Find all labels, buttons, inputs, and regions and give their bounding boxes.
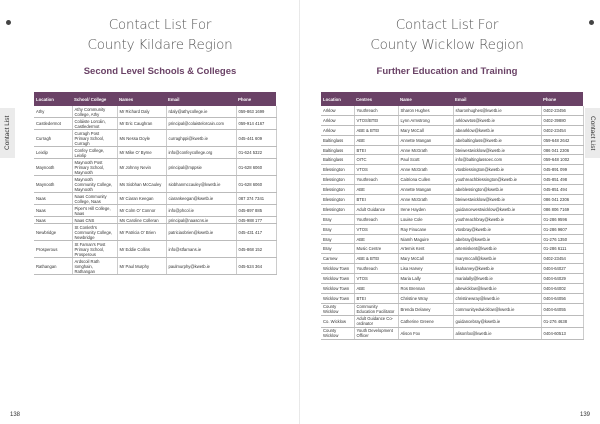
- cell-centre: BTEI: [354, 195, 398, 205]
- cell-phone: 01-286 9607: [541, 224, 583, 234]
- table-row: [34, 193, 276, 205]
- cell-email: sharonhughes@kwetb.ie: [453, 106, 541, 115]
- bullet-dot-icon: [6, 20, 11, 25]
- cell-name: Ray Finucane: [398, 224, 453, 234]
- cell-email: guidancewestwicklow@kwetb.ie: [453, 204, 541, 214]
- cell-phone: 01-628 6060: [236, 159, 276, 176]
- cell-location: Baltinglass: [321, 135, 354, 145]
- table-row: [321, 224, 583, 234]
- cell-phone: 01-628 6060: [236, 176, 276, 193]
- cell-location: Co. Wicklow: [321, 315, 354, 327]
- cell-centre: Music Centre: [354, 244, 398, 254]
- title-line-2: County Wicklow Region: [370, 37, 524, 53]
- cell-location: Carnew: [321, 254, 354, 264]
- cell-email: principal@naascns.ie: [166, 217, 236, 224]
- cell-name: Ros Brennan: [398, 284, 453, 294]
- page-title: [25, 15, 295, 55]
- column-header: Name: [398, 92, 453, 106]
- cell-email: principal@colaistelorcain.com: [166, 118, 236, 130]
- column-header: Email: [166, 92, 236, 106]
- cell-email: lisaharvey@kwetb.ie: [453, 264, 541, 274]
- cell-email: abebray@kwetb.ie: [453, 234, 541, 244]
- cell-location: Bray: [321, 234, 354, 244]
- cell-location: Maynooth: [34, 159, 72, 176]
- column-header: Names: [117, 92, 166, 106]
- cell-name: Mr Colm O' Connor: [117, 205, 166, 217]
- cell-location: Bray: [321, 214, 354, 224]
- cell-phone: 059-914 4167: [236, 118, 276, 130]
- cell-phone: 0404-64055: [541, 303, 583, 315]
- column-header: Location: [321, 92, 354, 106]
- cell-centre: VTOS/BTEI: [354, 115, 398, 125]
- cell-name: Louise Cole: [398, 214, 453, 224]
- cell-name: Ms Nessa Doyle: [117, 130, 166, 147]
- column-header: School/ College: [72, 92, 117, 106]
- title-line-2: County Kildare Region: [87, 37, 233, 53]
- cell-centre: Adult Guidance: [354, 204, 398, 214]
- cell-name: Mr Richard Daly: [117, 106, 166, 118]
- cell-phone: 045-851 494: [541, 185, 583, 195]
- cell-location: Naas: [34, 193, 72, 205]
- table-row: [34, 118, 276, 130]
- column-header: Centres: [354, 92, 398, 106]
- cell-phone: 0404-60513: [541, 327, 583, 339]
- cell-location: Curragh: [34, 130, 72, 147]
- cell-name: Annette Mangan: [398, 185, 453, 195]
- cell-centre: Athy Community College, Athy: [72, 106, 117, 118]
- cell-centre: ABE: [354, 284, 398, 294]
- cell-location: Arklow: [321, 125, 354, 135]
- table-row: [34, 176, 276, 193]
- cell-centre: BTEI: [354, 145, 398, 155]
- cell-name: Anne McGrath: [398, 165, 453, 175]
- table-row: [321, 244, 583, 254]
- cell-name: Lynn Armstrong: [398, 115, 453, 125]
- cell-phone: 045-524 364: [236, 258, 276, 275]
- cell-location: Prosperous: [34, 241, 72, 258]
- cell-name: Sharon Hughes: [398, 106, 453, 115]
- cell-location: Blessington: [321, 175, 354, 185]
- cell-phone: 01-286 9596: [541, 214, 583, 224]
- cell-email: rdaly@athycollege.ie: [166, 106, 236, 118]
- cell-centre: VTOS: [354, 224, 398, 234]
- cell-location: Arklow: [321, 106, 354, 115]
- cell-location: Wicklow Town: [321, 274, 354, 284]
- cell-email: arklowvtos@kwetb.ie: [453, 115, 541, 125]
- cell-name: Anne McGrath: [398, 195, 453, 205]
- cell-email: ciarankeegan@kwetb.ie: [166, 193, 236, 205]
- cell-email: principal@mppsie: [166, 159, 236, 176]
- cell-phone: 059-648 1002: [541, 155, 583, 165]
- cell-name: Mr Johnny Nevin: [117, 159, 166, 176]
- cell-name: Ms Caroline Colleran: [117, 217, 166, 224]
- cell-name: Caitriona Cullen: [398, 175, 453, 185]
- contact-table-wicklow: [321, 92, 584, 340]
- cell-name: Mr Eddie Collins: [117, 241, 166, 258]
- cell-phone: 045-431 417: [236, 224, 276, 241]
- cell-location: County Wicklow: [321, 303, 354, 315]
- cell-location: Blessington: [321, 195, 354, 205]
- section-subtitle: Further Education and Training: [376, 66, 518, 77]
- cell-email: vtosblessington@kwetb.ie: [453, 165, 541, 175]
- table-row: [34, 147, 276, 159]
- cell-phone: 0404-64056: [541, 293, 583, 303]
- cell-centre: ABE: [354, 234, 398, 244]
- cell-name: Mr Patricia O' Brien: [117, 224, 166, 241]
- cell-location: Wicklow Town: [321, 264, 354, 274]
- cell-email: info@baltinglassoec.com: [453, 155, 541, 165]
- table-row: [34, 159, 276, 176]
- cell-centre: Community Education Facilitator: [354, 303, 398, 315]
- table-row: [321, 274, 583, 284]
- cell-email: info@phcol.ie: [166, 205, 236, 217]
- cell-name: Irene Hayden: [398, 204, 453, 214]
- cell-centre: Adult Guidance Co-ordinator: [354, 315, 398, 327]
- cell-name: Brenda Delaney: [398, 303, 453, 315]
- cell-centre: Maynooth Post Primary School, Maynooth: [72, 159, 117, 176]
- cell-phone: 0404-64027: [541, 264, 583, 274]
- cell-email: youthreachblessington@kwetb.ie: [453, 175, 541, 185]
- cell-phone: 0402-39880: [541, 115, 583, 125]
- cell-phone: 01-276 4638: [541, 315, 583, 327]
- cell-email: bteiwestwicklow@kwetb.ie: [453, 195, 541, 205]
- table-body: [321, 106, 583, 339]
- cell-phone: 045-441 609: [236, 130, 276, 147]
- table-row: [34, 217, 276, 224]
- cell-centre: ABE & BTEI: [354, 125, 398, 135]
- column-header: Phone: [541, 92, 583, 106]
- cell-centre: ABE: [354, 135, 398, 145]
- cell-name: Maria Lally: [398, 274, 453, 284]
- table-body: [34, 106, 276, 275]
- table-row: [321, 125, 583, 135]
- cell-email: abebaltinglass@kwetb.ie: [453, 135, 541, 145]
- cell-location: Wicklow Town: [321, 293, 354, 303]
- table-header-row: [34, 92, 276, 106]
- cell-email: abeblessington@kwetb.ie: [453, 185, 541, 195]
- cell-phone: 045-868 152: [236, 241, 276, 258]
- table-row: [34, 241, 276, 258]
- table-row: [321, 106, 583, 115]
- cell-email: paulmurphy@kwetb.ie: [166, 258, 236, 275]
- title-line-1: Contact List For: [108, 17, 212, 33]
- cell-email: abearklow@kwetb.ie: [453, 125, 541, 135]
- cell-location: Maynooth: [34, 176, 72, 193]
- cell-centre: Youthreach: [354, 106, 398, 115]
- cell-centre: Curragh Post Primary School, Curragh: [72, 130, 117, 147]
- table-row: [34, 205, 276, 217]
- cell-location: Newbridge: [34, 224, 72, 241]
- side-label: Contact List: [4, 115, 11, 151]
- cell-location: Bray: [321, 244, 354, 254]
- cell-phone: 0404-64029: [541, 274, 583, 284]
- cell-location: Castledermot: [34, 118, 72, 130]
- cell-phone: 0404-64002: [541, 284, 583, 294]
- cell-phone: 0402-23454: [541, 125, 583, 135]
- cell-centre: VTOS: [354, 274, 398, 284]
- cell-location: Naas: [34, 217, 72, 224]
- cell-phone: 086 041 2306: [541, 145, 583, 155]
- cell-location: County Wicklow: [321, 327, 354, 339]
- table-row: [34, 130, 276, 147]
- table-row: [321, 165, 583, 175]
- title-line-1: Contact List For: [395, 17, 499, 33]
- cell-name: Anne McGrath: [398, 145, 453, 155]
- cell-phone: 0402-23454: [541, 254, 583, 264]
- page-number: 138: [10, 412, 21, 418]
- cell-phone: 045-851 498: [541, 175, 583, 185]
- cell-centre: St Conleth's Community College, Newbridge: [72, 224, 117, 241]
- table-row: [321, 264, 583, 274]
- cell-email: siobhanmccauley@kwetb.ie: [166, 176, 236, 193]
- cell-phone: 01-276 1350: [541, 234, 583, 244]
- table-row: [321, 327, 583, 339]
- cell-email: christinewray@kwetb.ie: [453, 293, 541, 303]
- table-row: [34, 258, 276, 275]
- cell-phone: 059-648 2642: [541, 135, 583, 145]
- table-row: [34, 224, 276, 241]
- cell-name: Ms Siobhan McCauley: [117, 176, 166, 193]
- section-subtitle: Second Level Schools & Colleges: [83, 66, 237, 77]
- contact-table-kildare: [34, 92, 277, 275]
- cell-email: info@confeycollege.org: [166, 147, 236, 159]
- cell-phone: 086 806 7169: [541, 204, 583, 214]
- cell-email: marialally@kwetb.ie: [453, 274, 541, 284]
- cell-name: Artemis Kent: [398, 244, 453, 254]
- table-row: [321, 115, 583, 125]
- table-row: [321, 284, 583, 294]
- table-row: [321, 135, 583, 145]
- cell-centre: Coláiste Lorcáin, Castledermot: [72, 118, 117, 130]
- cell-centre: VTOS: [354, 165, 398, 175]
- cell-email: bteiwestwicklow@kwetb.ie: [453, 145, 541, 155]
- bullet-dot-icon: [589, 20, 594, 25]
- cell-location: Athy: [34, 106, 72, 118]
- cell-location: Bray: [321, 224, 354, 234]
- cell-phone: 045-897 885: [236, 205, 276, 217]
- cell-location: Arklow: [321, 115, 354, 125]
- cell-name: Paul Scott: [398, 155, 453, 165]
- table-row: [34, 106, 276, 118]
- cell-centre: ABE & BTEI: [354, 254, 398, 264]
- cell-name: Christine Wray: [398, 293, 453, 303]
- cell-name: Mr Mike O' Byrne: [117, 147, 166, 159]
- cell-centre: Youthreach: [354, 264, 398, 274]
- cell-phone: 086 041 2306: [541, 195, 583, 205]
- cell-email: marymccall@kwetb.ie: [453, 254, 541, 264]
- cell-centre: St Farnan's Post Primary School, Prosperous: [72, 241, 117, 258]
- table-header-row: [321, 92, 583, 106]
- table-row: [321, 214, 583, 224]
- page-title: [312, 15, 582, 55]
- table-row: [321, 185, 583, 195]
- page-number: 139: [579, 412, 590, 418]
- cell-location: Baltinglass: [321, 145, 354, 155]
- cell-phone: 0402-23456: [541, 106, 583, 115]
- cell-email: communityedwicklow@kwetb.ie: [453, 303, 541, 315]
- cell-name: Mr Paul Murphy: [117, 258, 166, 275]
- table-row: [321, 254, 583, 264]
- cell-email: alisonfox@kwetb.ie: [453, 327, 541, 339]
- cell-location: Leixlip: [34, 147, 72, 159]
- cell-phone: 059-863 1699: [236, 106, 276, 118]
- cell-name: Mary McCall: [398, 125, 453, 135]
- cell-phone: 045-988 177: [236, 217, 276, 224]
- cell-email: patriciaobrien@kwetb.ie: [166, 224, 236, 241]
- cell-location: Naas: [34, 205, 72, 217]
- cell-name: Mr Ciaran Keegan: [117, 193, 166, 205]
- cell-centre: Naas CNS: [72, 217, 117, 224]
- right-page: [300, 0, 600, 424]
- cell-centre: BTEI: [354, 293, 398, 303]
- column-header: Email: [453, 92, 541, 106]
- table-row: [321, 234, 583, 244]
- cell-location: Blessington: [321, 185, 354, 195]
- cell-name: Mr Eric Caughran: [117, 118, 166, 130]
- cell-email: artemiskent@kwetb.ie: [453, 244, 541, 254]
- cell-name: Annette Mangan: [398, 135, 453, 145]
- cell-email: curraghppi@kwetb.ie: [166, 130, 236, 147]
- cell-name: Catherine Greene: [398, 315, 453, 327]
- cell-centre: OITC: [354, 155, 398, 165]
- cell-location: Rathangan: [34, 258, 72, 275]
- cell-email: vtosbray@kwetb.ie: [453, 224, 541, 234]
- cell-centre: Ardscoil Rath Iomghain, Rathangan: [72, 258, 117, 275]
- cell-centre: Youth Development Officer: [354, 327, 398, 339]
- cell-name: Niamh Maguire: [398, 234, 453, 244]
- cell-phone: 087 374 7341: [236, 193, 276, 205]
- table-row: [321, 293, 583, 303]
- table-row: [321, 155, 583, 165]
- column-header: Phone: [236, 92, 276, 106]
- cell-centre: Piper's Hill College, Naas: [72, 205, 117, 217]
- cell-name: Alison Fox: [398, 327, 453, 339]
- cell-phone: 045-891 099: [541, 165, 583, 175]
- cell-centre: Naas Community College, Naas: [72, 193, 117, 205]
- cell-location: Blessington: [321, 165, 354, 175]
- table-row: [321, 204, 583, 214]
- cell-centre: Youthreach: [354, 214, 398, 224]
- cell-location: Blessington: [321, 204, 354, 214]
- table-row: [321, 315, 583, 327]
- cell-centre: Maynooth Community College, Maynooth: [72, 176, 117, 193]
- cell-phone: 01-624 5322: [236, 147, 276, 159]
- cell-name: Mary McCall: [398, 254, 453, 264]
- cell-name: Lisa Harvey: [398, 264, 453, 274]
- table-row: [321, 175, 583, 185]
- cell-email: guidancebray@kwetb.ie: [453, 315, 541, 327]
- cell-phone: 01-286 6111: [541, 244, 583, 254]
- cell-email: abewicklow@kwetb.ie: [453, 284, 541, 294]
- table-row: [321, 145, 583, 155]
- cell-email: info@stfarnans.ie: [166, 241, 236, 258]
- side-label: Contact List: [589, 115, 596, 151]
- column-header: Location: [34, 92, 72, 106]
- table-row: [321, 195, 583, 205]
- cell-centre: ABE: [354, 185, 398, 195]
- cell-centre: Youthreach: [354, 175, 398, 185]
- cell-location: Wicklow Town: [321, 284, 354, 294]
- cell-email: youthreachbray@kwetb.ie: [453, 214, 541, 224]
- cell-centre: Confey College, Leixlip: [72, 147, 117, 159]
- table-row: [321, 303, 583, 315]
- cell-location: Baltinglass: [321, 155, 354, 165]
